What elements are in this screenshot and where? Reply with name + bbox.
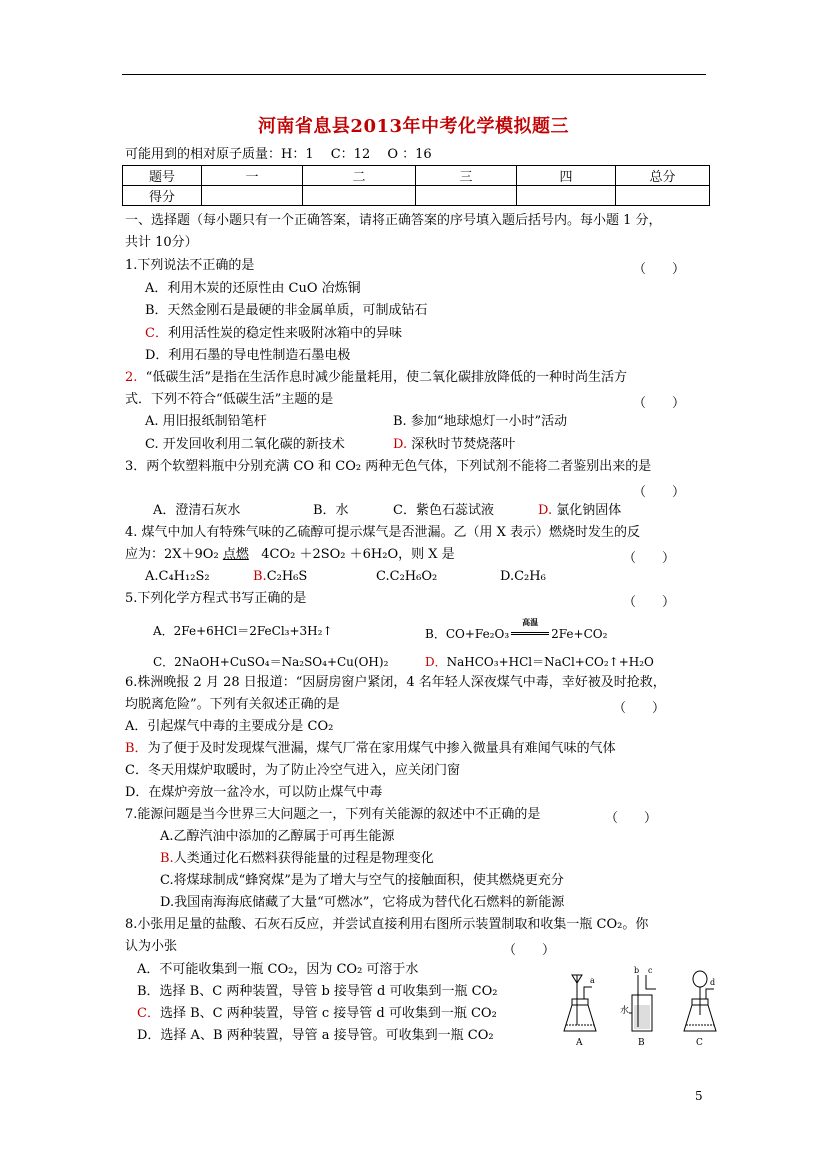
q5-option-d-text: NaHCO₃+HCl＝NaCl+CO₂↑+H₂O <box>446 655 654 669</box>
q2-stem-text: “低碳生活”是指在生活作息时减少能量耗用，使二氧化碳排放降低的一种时尚生活方 <box>145 370 627 385</box>
q2-stem-line2: 式．下列不符合“低碳生活”主题的是 <box>125 392 334 407</box>
fig-label-a: a <box>590 976 595 985</box>
q3-option-b: B．水 <box>313 503 349 518</box>
fig-label-d: d <box>710 978 716 987</box>
q3-option-d-text: 氯化钠固体 <box>556 503 622 518</box>
q2-stem-line1 <box>125 370 627 386</box>
fig-label-c: c <box>648 966 653 975</box>
atomic-mass-line: 可能用到的相对原子质量：H：1 C：12 O ：16 <box>125 147 432 162</box>
fig-label-A: A <box>576 1038 583 1048</box>
fig-label-B: B <box>638 1038 645 1048</box>
q6-option-b-letter: B． <box>125 741 148 756</box>
fig-label-water: 水 <box>620 1006 630 1016</box>
q5-stem: 5.下列化学方程式书写正确的是 <box>125 591 307 606</box>
q5-option-b <box>425 617 608 642</box>
section1-heading-line1: 一、选择题（每小题只有一个正确答案，请将正确答案的序号填入题后括号内。每小题 1 分， <box>125 213 662 228</box>
q7-option-a: A.乙醇汽油中添加的乙醇属于可再生能源 <box>160 829 395 844</box>
score-header-cell: 题号 <box>123 166 202 186</box>
q1-option-c-letter: C． <box>145 326 168 341</box>
score-header-cell: 总分 <box>616 166 710 186</box>
q1-answer-bracket[interactable]: （ ） <box>633 262 686 277</box>
q5-option-c: C．2NaOH+CuSO₄＝Na₂SO₄+Cu(OH)₂ <box>153 655 389 669</box>
q4-equation-right: 4CO₂ ＋2SO₂ ＋6H₂O，则 X 是 <box>257 547 455 562</box>
q4-condition: 点燃 <box>222 547 249 562</box>
score-table-score-row <box>123 186 710 206</box>
q4-option-b-text: C₂H₆S <box>266 569 308 584</box>
q3-option-d <box>538 503 621 519</box>
q5-option-d <box>425 654 654 670</box>
score-cell[interactable] <box>616 186 710 206</box>
q2-option-d-letter: D. <box>393 437 408 452</box>
q5-option-b-right: 2Fe+CO₂ <box>551 627 608 641</box>
score-cell[interactable] <box>416 186 517 206</box>
score-header-cell: 三 <box>416 166 517 186</box>
header-rule <box>122 74 706 75</box>
apparatus-figure <box>560 965 720 1050</box>
score-header-cell: 一 <box>202 166 303 186</box>
q1-option-b: B．天然金刚石是最硬的非金属单质，可制成钻石 <box>145 303 428 318</box>
q8-option-b: B．选择 B、C 两种装置，导管 b 接导管 d 可收集到一瓶 CO₂ <box>137 984 498 999</box>
q3-answer-bracket[interactable]: （ ） <box>633 485 686 500</box>
q6-option-a: A．引起煤气中毒的主要成分是 CO₂ <box>125 719 334 734</box>
q8-stem-line2: 认为小张 <box>125 939 178 954</box>
section1-heading-line2: 共计 10分） <box>125 235 198 250</box>
q1-option-d: D．利用石墨的导电性制造石墨电极 <box>145 348 351 363</box>
q6-answer-bracket[interactable]: （ ） <box>613 701 666 716</box>
q4-option-b <box>253 569 307 585</box>
q8-option-a: A．不可能收集到一瓶 CO₂，因为 CO₂ 可溶于水 <box>137 962 419 977</box>
fig-label-C: C <box>696 1038 703 1048</box>
q6-option-b-text: 为了便于及时发现煤气泄漏，煤气厂常在家用煤气中掺入微量具有难闻气味的气体 <box>147 741 616 756</box>
q8-option-c <box>137 1006 497 1022</box>
q7-answer-bracket[interactable]: （ ） <box>605 811 658 826</box>
q1-stem: 1.下列说法不正确的是 <box>125 258 255 273</box>
apparatus-b <box>629 975 656 1031</box>
q2-answer-bracket[interactable]: （ ） <box>633 396 686 411</box>
q5-option-d-letter: D． <box>425 655 447 669</box>
q1-option-c <box>145 326 402 342</box>
q7-option-d: D.我国南海海底储藏了大量“可燃冰”，它将成为替代化石燃料的新能源 <box>160 895 565 910</box>
score-table <box>122 165 710 206</box>
q1-option-c-text: 利用活性炭的稳定性来吸附冰箱中的异味 <box>167 326 402 341</box>
q2-option-a: A. 用旧报纸制铅笔杆 <box>145 414 267 429</box>
q3-option-d-letter: D. <box>538 503 553 518</box>
q8-option-c-letter: C． <box>137 1006 160 1021</box>
score-label-cell: 得分 <box>123 186 202 206</box>
q7-option-b-letter: B. <box>160 851 174 866</box>
q8-stem-line1: 8.小张用足量的盐酸、石灰石反应，并尝试直接利用右图所示装置制取和收集一瓶 CO₂。你 <box>125 917 649 932</box>
q2-option-d <box>393 437 515 453</box>
q4-answer-bracket[interactable]: （ ） <box>623 551 676 566</box>
q4-option-a: A.C₄H₁₂S₂ <box>145 569 210 584</box>
page-title: 河南省息县2013年中考化学模拟题三 <box>257 116 570 137</box>
q7-stem: 7.能源问题是当今世界三大问题之一，下列有关能源的叙述中不正确的是 <box>125 807 541 822</box>
q7-option-b-text: 人类通过化石燃料获得能量的过程是物理变化 <box>173 851 434 866</box>
score-header-cell: 四 <box>517 166 616 186</box>
q1-option-a: A．利用木炭的还原性由 CuO 冶炼铜 <box>145 281 361 296</box>
q3-option-c: C．紫色石蕊试液 <box>393 503 494 518</box>
q5-option-b-condition: 高温 <box>522 617 539 627</box>
score-header-cell: 二 <box>303 166 416 186</box>
score-cell[interactable] <box>517 186 616 206</box>
q8-option-c-text: 选择 B、C 两种装置，导管 c 接导管 d 可收集到一瓶 CO₂ <box>159 1006 497 1021</box>
q2-option-b: B. 参加“地球熄灯一小时”活动 <box>393 414 568 429</box>
q3-stem: 3．两个软塑料瓶中分别充满 CO 和 CO₂ 两种无色气体，下列试剂不能将二者鉴别出来的是 <box>125 459 652 474</box>
q6-option-d: D．在煤炉旁放一盆冷水，可以防止煤气中毒 <box>125 785 383 800</box>
q4-option-c: C.C₂H₆O₂ <box>376 569 438 584</box>
score-table-header-row <box>123 166 710 186</box>
score-cell[interactable] <box>202 186 303 206</box>
q2-number: 2. <box>125 370 138 385</box>
q4-option-d: D.C₂H₆ <box>500 569 546 584</box>
q2-option-d-text: 深秋时节焚烧落叶 <box>411 437 516 452</box>
q3-option-a: A．澄清石灰水 <box>153 503 241 518</box>
q7-option-c: C.将煤球制成“蜂窝煤”是为了增大与空气的接触面积，使其燃烧更充分 <box>160 873 564 888</box>
q7-option-b <box>160 851 434 867</box>
fig-label-b: b <box>634 966 640 975</box>
score-cell[interactable] <box>303 186 416 206</box>
q5-option-a: A．2Fe+6HCl＝2FeCl₃+3H₂↑ <box>153 624 333 638</box>
page-number: 5 <box>695 1089 703 1103</box>
q8-answer-bracket[interactable]: （ ） <box>503 943 556 958</box>
q5-answer-bracket[interactable]: （ ） <box>623 595 676 610</box>
q2-option-c: C. 开发回收利用二氧化碳的新技术 <box>145 437 345 452</box>
q6-option-b <box>125 741 616 757</box>
q4-stem-line1: 4. 煤气中加人有特殊气味的乙硫醇可提示煤气是否泄漏。乙（用 X 表示）燃烧时发生的反 <box>125 525 641 540</box>
q6-option-c: C．冬天用煤炉取暖时，为了防止冷空气进入，应关闭门窗 <box>125 763 460 778</box>
q6-stem-line2: 均脱离危险”。下列有关叙述正确的是 <box>125 697 340 712</box>
q4-stem-line2 <box>125 547 455 563</box>
q6-stem-line1: 6.株洲晚报 2 月 28 日报道：“因厨房窗户紧闭，4 名年轻人深夜煤气中毒，幸好被及时抢救， <box>125 675 666 690</box>
q5-option-b-left: B．CO+Fe₂O₃ <box>425 627 510 641</box>
q8-option-d: D．选择 A、B 两种装置，导管 a 接导管。可收集到一瓶 CO₂ <box>137 1028 494 1043</box>
q4-option-b-letter: B. <box>253 569 267 584</box>
q4-equation-left: 应为：2X＋9O₂ <box>125 547 223 562</box>
